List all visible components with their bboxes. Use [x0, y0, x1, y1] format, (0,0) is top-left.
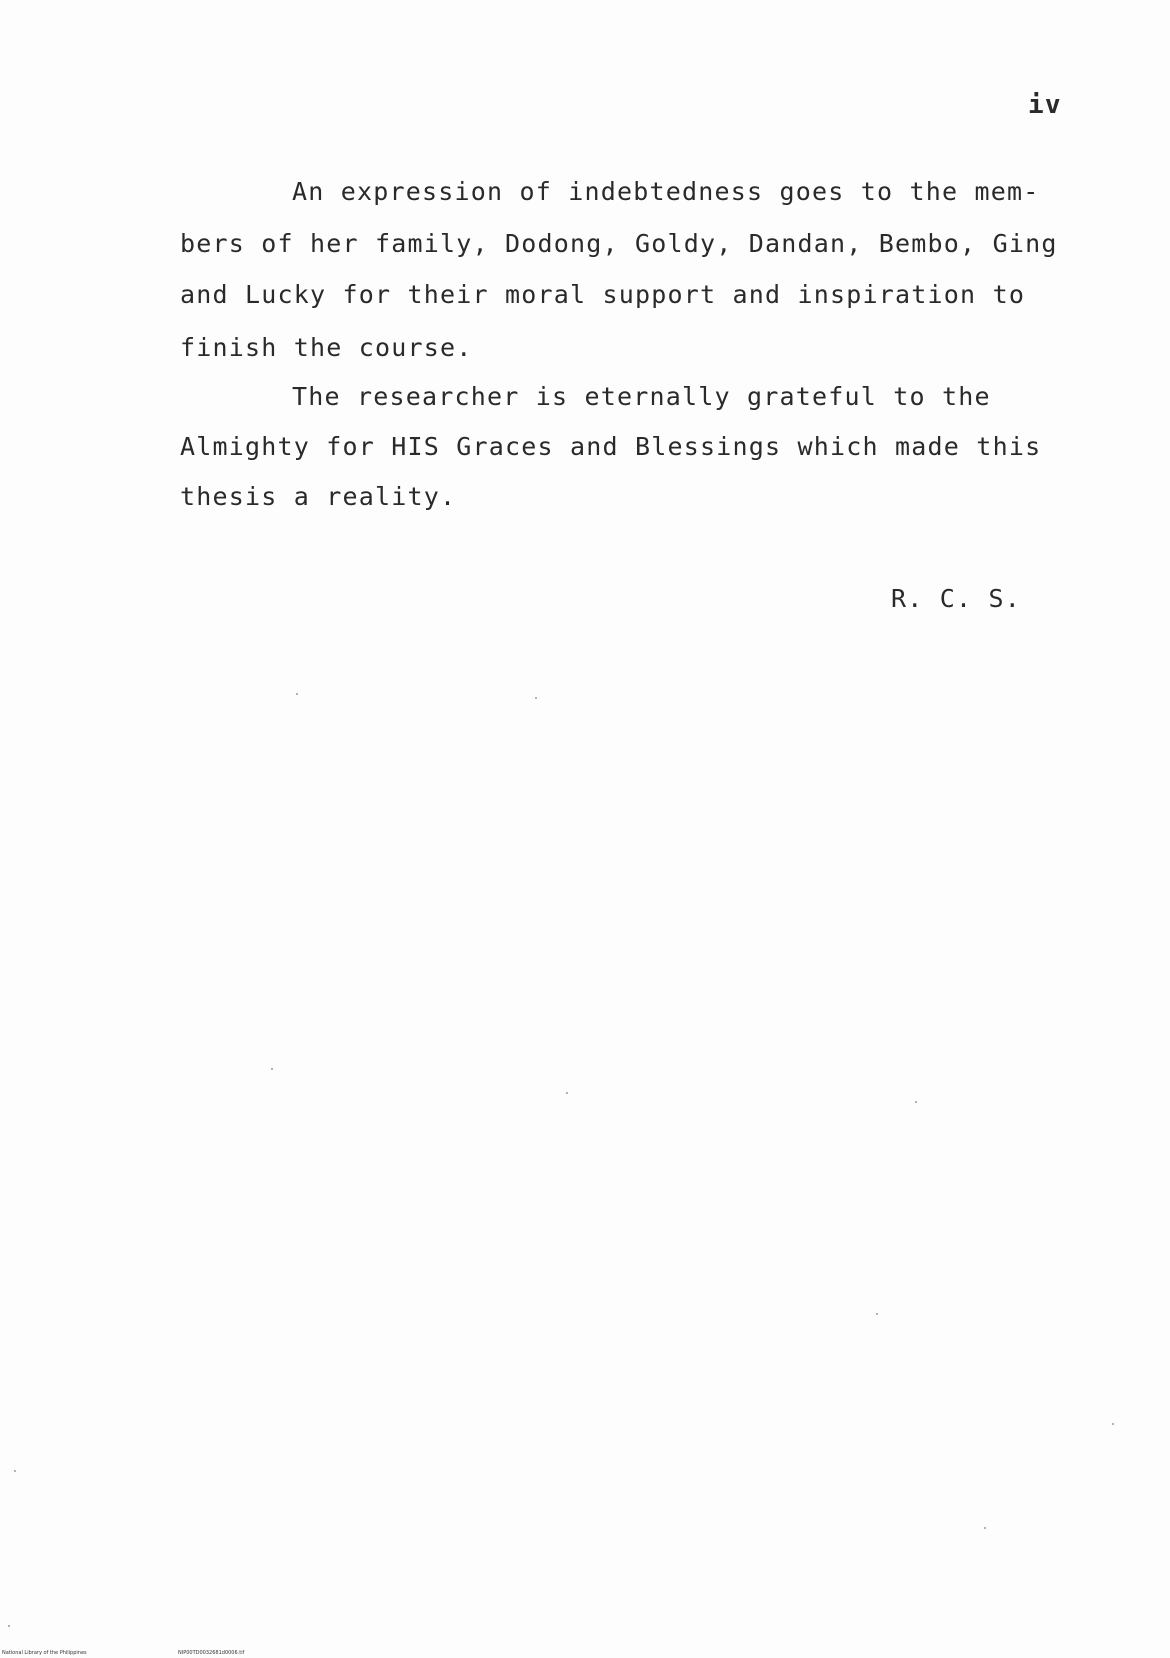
paragraph-1-line-3: and Lucky for their moral support and inspiration to — [180, 280, 1026, 309]
scan-speck — [984, 1527, 986, 1529]
author-initials: R. C. S. — [891, 584, 1022, 613]
scan-speck — [566, 1092, 568, 1094]
paragraph-2-line-3: thesis a reality. — [180, 482, 457, 511]
paragraph-2-line-1: The researcher is eternally grateful to the — [292, 382, 991, 411]
scan-speck — [14, 1470, 16, 1472]
paragraph-2-line-2: Almighty for HIS Graces and Blessings which made this — [180, 432, 1042, 461]
scan-speck — [876, 1313, 878, 1315]
scan-speck — [1112, 1423, 1114, 1425]
scan-speck — [271, 1068, 273, 1070]
scan-speck — [915, 1101, 917, 1103]
footer-file-label: NIP00TD0032681d0006.tif — [178, 1650, 245, 1656]
scan-speck — [8, 1625, 10, 1627]
paragraph-1-line-4: finish the course. — [180, 333, 473, 362]
footer-library-label: National Library of the Philippines — [2, 1650, 87, 1656]
scan-speck — [296, 693, 298, 695]
paragraph-1-line-2: bers of her family, Dodong, Goldy, Dandan, Bembo, Ging — [180, 229, 1058, 258]
scan-speck — [535, 697, 537, 699]
page-number: iv — [1028, 90, 1062, 120]
paragraph-1-line-1: An expression of indebtedness goes to the mem- — [292, 177, 1040, 206]
